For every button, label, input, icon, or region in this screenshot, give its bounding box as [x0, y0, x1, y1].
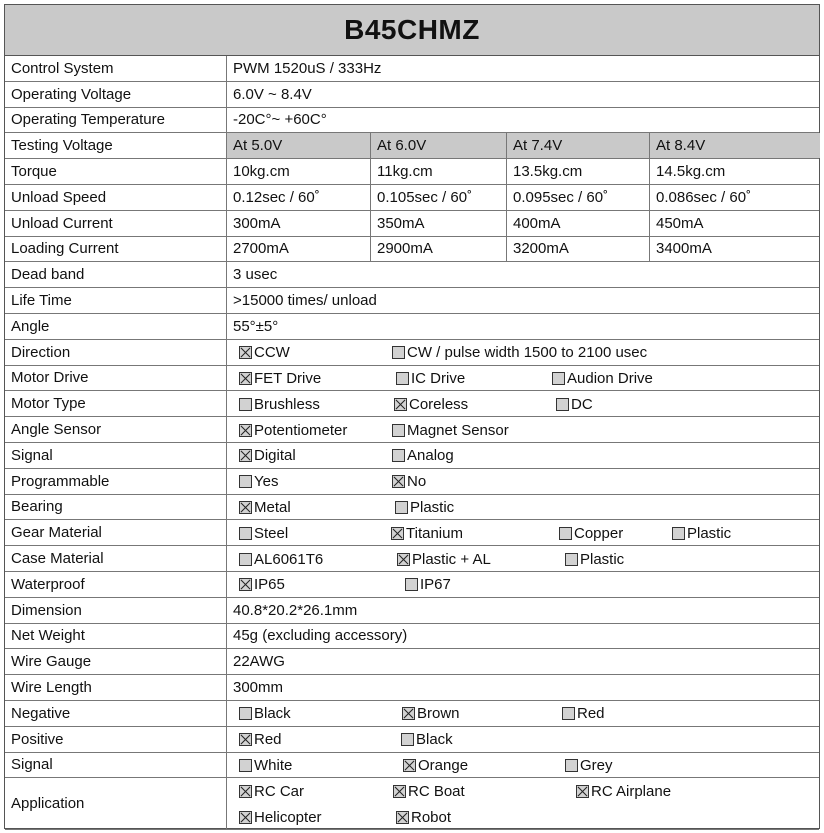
spec-value: 22AWG — [233, 653, 285, 671]
option-label: AL6061T6 — [254, 550, 324, 568]
option-yes[interactable] — [239, 469, 278, 495]
spec-label: Loading Current — [5, 237, 227, 262]
option-label: Yes — [254, 473, 279, 491]
spec-row-control — [5, 56, 819, 82]
option-label: Helicopter — [254, 808, 322, 826]
option-plastic[interactable] — [395, 495, 454, 521]
unchecked-checkbox-icon[interactable] — [405, 578, 418, 591]
option-label: White — [254, 756, 293, 774]
option-black[interactable] — [401, 727, 453, 753]
spec-label: Angle Sensor — [5, 417, 227, 442]
spec-row-weight — [5, 624, 819, 650]
spec-label: Application — [5, 778, 227, 829]
option-rc-car[interactable] — [239, 778, 304, 804]
option-label: Orange — [418, 756, 469, 774]
unchecked-checkbox-icon[interactable] — [672, 527, 685, 540]
spec-label: Gear Material — [5, 520, 227, 545]
option-red[interactable] — [562, 701, 605, 727]
spec-row-gear — [5, 520, 819, 546]
checked-checkbox-icon[interactable] — [396, 811, 409, 824]
option-rc-airplane[interactable] — [576, 778, 671, 804]
option-label: RC Airplane — [591, 782, 672, 800]
option-rc-boat[interactable] — [393, 778, 465, 804]
spec-value: -20C°~ +60C° — [233, 111, 327, 129]
option-label: Magnet Sensor — [407, 421, 509, 439]
spec-row-loadcurrent — [5, 237, 819, 263]
unchecked-checkbox-icon[interactable] — [239, 759, 252, 772]
option-label: Red — [254, 731, 282, 749]
spec-cell: 2900mA — [370, 237, 506, 262]
option-red[interactable] — [239, 727, 282, 753]
option-brown[interactable] — [402, 701, 460, 727]
spec-row-bearing — [5, 495, 819, 521]
spec-cell: 2700mA — [233, 240, 289, 258]
spec-label: Case Material — [5, 546, 227, 571]
spec-label: Signal — [5, 443, 227, 468]
spec-cell: 0.086sec / 60˚ — [649, 185, 820, 210]
option-steel[interactable] — [239, 520, 288, 546]
spec-cell: 450mA — [649, 211, 820, 236]
spec-row-signalwire — [5, 753, 819, 779]
option-digital[interactable] — [239, 443, 296, 469]
option-ccw[interactable] — [239, 340, 290, 366]
checked-checkbox-icon[interactable] — [402, 707, 415, 720]
option-label: Black — [416, 731, 453, 749]
spec-row-opvolt — [5, 82, 819, 108]
unchecked-checkbox-icon[interactable] — [562, 707, 575, 720]
spec-label: Wire Length — [5, 675, 227, 700]
spec-row-unloadspeed — [5, 185, 819, 211]
unchecked-checkbox-icon[interactable] — [401, 733, 414, 746]
option-plastic[interactable] — [672, 520, 731, 546]
option-orange[interactable] — [403, 753, 468, 779]
option-plastic-al[interactable] — [397, 546, 491, 572]
checked-checkbox-icon[interactable] — [239, 372, 252, 385]
option-plastic[interactable] — [565, 546, 624, 572]
option-label: CCW — [254, 344, 290, 362]
unchecked-checkbox-icon[interactable] — [565, 553, 578, 566]
spec-value: 6.0V ~ 8.4V — [233, 85, 312, 103]
spec-label: Waterproof — [5, 572, 227, 597]
checked-checkbox-icon[interactable] — [239, 346, 252, 359]
option-label: Copper — [574, 524, 624, 542]
option-magnet-sensor[interactable] — [392, 417, 509, 443]
option-label: Robot — [411, 808, 452, 826]
option-label: Titanium — [406, 524, 463, 542]
unchecked-checkbox-icon[interactable] — [396, 372, 409, 385]
option-robot[interactable] — [396, 804, 451, 830]
spec-value: 3 usec — [233, 266, 278, 284]
option-grey[interactable] — [565, 753, 613, 779]
spec-label: Testing Voltage — [5, 133, 227, 158]
spec-row-positive — [5, 727, 819, 753]
spec-value: 300mm — [233, 679, 284, 697]
unchecked-checkbox-icon[interactable] — [552, 372, 565, 385]
option-coreless[interactable] — [394, 391, 468, 417]
option-label: DC — [571, 395, 593, 413]
spec-cell: 300mA — [233, 214, 281, 232]
option-label: Analog — [407, 447, 454, 465]
option-label: Red — [577, 705, 605, 723]
spec-label: Signal — [5, 753, 227, 778]
spec-label: Dimension — [5, 598, 227, 623]
spec-label: Net Weight — [5, 624, 227, 649]
spec-cell: 11kg.cm — [370, 159, 506, 184]
spec-cell: 350mA — [370, 211, 506, 236]
spec-value: >15000 times/ unload — [233, 292, 377, 310]
option-label: RC Boat — [408, 782, 465, 800]
spec-row-deadband — [5, 262, 819, 288]
spec-row-torque — [5, 159, 819, 185]
spec-cell: 400mA — [506, 211, 649, 236]
spec-label: Operating Temperature — [5, 108, 227, 133]
option-label: Brushless — [254, 395, 320, 413]
spec-row-length — [5, 675, 819, 701]
option-label: IC Drive — [411, 369, 466, 387]
unchecked-checkbox-icon[interactable] — [392, 424, 405, 437]
option-label: Brown — [417, 705, 460, 723]
checked-checkbox-icon[interactable] — [239, 578, 252, 591]
spec-row-direction — [5, 340, 819, 366]
unchecked-checkbox-icon[interactable] — [239, 398, 252, 411]
option-label: CW / pulse width 1500 to 2100 usec — [407, 344, 648, 362]
option-ip65[interactable] — [239, 572, 285, 598]
spec-cell: At 8.4V — [649, 133, 820, 158]
spec-label: Life Time — [5, 288, 227, 313]
option-label: FET Drive — [254, 369, 322, 387]
spec-cell: 0.105sec / 60˚ — [370, 185, 506, 210]
spec-row-negative — [5, 701, 819, 727]
spec-row-waterproof — [5, 572, 819, 598]
unchecked-checkbox-icon[interactable] — [239, 707, 252, 720]
spec-label: Bearing — [5, 495, 227, 520]
option-analog[interactable] — [392, 443, 454, 469]
option-audion-drive[interactable] — [552, 366, 653, 392]
spec-sheet — [4, 4, 820, 829]
option-label: Digital — [254, 447, 296, 465]
spec-cell: 10kg.cm — [233, 163, 290, 181]
option-metal[interactable] — [239, 495, 291, 521]
spec-cell: 14.5kg.cm — [649, 159, 820, 184]
spec-label: Motor Type — [5, 391, 227, 416]
checked-checkbox-icon[interactable] — [403, 759, 416, 772]
page-title: B45CHMZ — [5, 5, 819, 56]
option-al6061t6[interactable] — [239, 546, 323, 572]
spec-label: Control System — [5, 56, 227, 81]
checked-checkbox-icon[interactable] — [239, 449, 252, 462]
option-no[interactable] — [392, 469, 426, 495]
spec-value: 40.8*20.2*26.1mm — [233, 601, 358, 619]
option-white[interactable] — [239, 753, 292, 779]
spec-cell: 0.12sec / 60˚ — [233, 188, 320, 206]
option-label: RC Car — [254, 782, 305, 800]
spec-label: Unload Speed — [5, 185, 227, 210]
spec-row-gauge — [5, 649, 819, 675]
option-label: Black — [254, 705, 291, 723]
spec-label: Torque — [5, 159, 227, 184]
option-ic-drive[interactable] — [396, 366, 465, 392]
spec-cell: At 7.4V — [506, 133, 649, 158]
unchecked-checkbox-icon[interactable] — [565, 759, 578, 772]
spec-label: Positive — [5, 727, 227, 752]
option-label: Coreless — [409, 395, 469, 413]
spec-value: 55°±5° — [233, 317, 279, 335]
option-brushless[interactable] — [239, 391, 320, 417]
option-helicopter[interactable] — [239, 804, 322, 830]
spec-row-motortype — [5, 391, 819, 417]
option-label: IP65 — [254, 576, 285, 594]
spec-row-application — [5, 778, 819, 830]
option-label: IP67 — [420, 576, 451, 594]
spec-label: Dead band — [5, 262, 227, 287]
option-label: No — [407, 473, 427, 491]
option-potentiometer[interactable] — [239, 417, 347, 443]
spec-row-lifetime — [5, 288, 819, 314]
checked-checkbox-icon[interactable] — [393, 785, 406, 798]
spec-row-dimension — [5, 598, 819, 624]
option-fet-drive[interactable] — [239, 366, 321, 392]
spec-value: PWM 1520uS / 333Hz — [233, 59, 382, 77]
spec-cell: At 5.0V — [227, 133, 370, 158]
spec-row-unloadcurrent — [5, 211, 819, 237]
checked-checkbox-icon[interactable] — [239, 811, 252, 824]
option-label: Metal — [254, 498, 291, 516]
unchecked-checkbox-icon[interactable] — [556, 398, 569, 411]
option-label: Potentiometer — [254, 421, 348, 439]
unchecked-checkbox-icon[interactable] — [392, 346, 405, 359]
checked-checkbox-icon[interactable] — [239, 733, 252, 746]
spec-label: Programmable — [5, 469, 227, 494]
checked-checkbox-icon[interactable] — [239, 424, 252, 437]
option-label: Audion Drive — [567, 369, 653, 387]
checked-checkbox-icon[interactable] — [239, 785, 252, 798]
spec-cell: 13.5kg.cm — [506, 159, 649, 184]
spec-row-testvolt — [5, 133, 819, 159]
spec-cell: At 6.0V — [370, 133, 506, 158]
unchecked-checkbox-icon[interactable] — [239, 527, 252, 540]
checked-checkbox-icon[interactable] — [239, 501, 252, 514]
spec-label: Wire Gauge — [5, 649, 227, 674]
spec-row-signaltype — [5, 443, 819, 469]
checked-checkbox-icon[interactable] — [394, 398, 407, 411]
spec-label: Angle — [5, 314, 227, 339]
option-copper[interactable] — [559, 520, 623, 546]
spec-label: Motor Drive — [5, 366, 227, 391]
spec-value: 45g (excluding accessory) — [233, 627, 408, 645]
spec-cell: 3200mA — [506, 237, 649, 262]
spec-row-anglesensor — [5, 417, 819, 443]
spec-row-case — [5, 546, 819, 572]
spec-cell: 3400mA — [649, 237, 820, 262]
option-titanium[interactable] — [391, 520, 463, 546]
option-label: Plastic — [580, 550, 625, 568]
unchecked-checkbox-icon[interactable] — [239, 475, 252, 488]
spec-row-motordrive — [5, 366, 819, 392]
checked-checkbox-icon[interactable] — [391, 527, 404, 540]
option-label: Steel — [254, 524, 289, 542]
spec-row-programmable — [5, 469, 819, 495]
unchecked-checkbox-icon[interactable] — [239, 553, 252, 566]
checked-checkbox-icon[interactable] — [576, 785, 589, 798]
option-label: Plastic — [410, 498, 455, 516]
spec-row-optemp — [5, 108, 819, 134]
spec-label: Operating Voltage — [5, 82, 227, 107]
unchecked-checkbox-icon[interactable] — [559, 527, 572, 540]
spec-label: Unload Current — [5, 211, 227, 236]
option-black[interactable] — [239, 701, 291, 727]
spec-cell: 0.095sec / 60˚ — [506, 185, 649, 210]
spec-row-angle — [5, 314, 819, 340]
checked-checkbox-icon[interactable] — [397, 553, 410, 566]
option-label: Grey — [580, 756, 613, 774]
checked-checkbox-icon[interactable] — [392, 475, 405, 488]
unchecked-checkbox-icon[interactable] — [392, 449, 405, 462]
option-ip67[interactable] — [405, 572, 451, 598]
spec-label: Negative — [5, 701, 227, 726]
option-label: Plastic + AL — [412, 550, 491, 568]
spec-label: Direction — [5, 340, 227, 365]
unchecked-checkbox-icon[interactable] — [395, 501, 408, 514]
option-label: Plastic — [687, 524, 732, 542]
option-dc[interactable] — [556, 391, 593, 417]
option-cw-pulse-width-1500-to-2100-usec[interactable] — [392, 340, 647, 366]
